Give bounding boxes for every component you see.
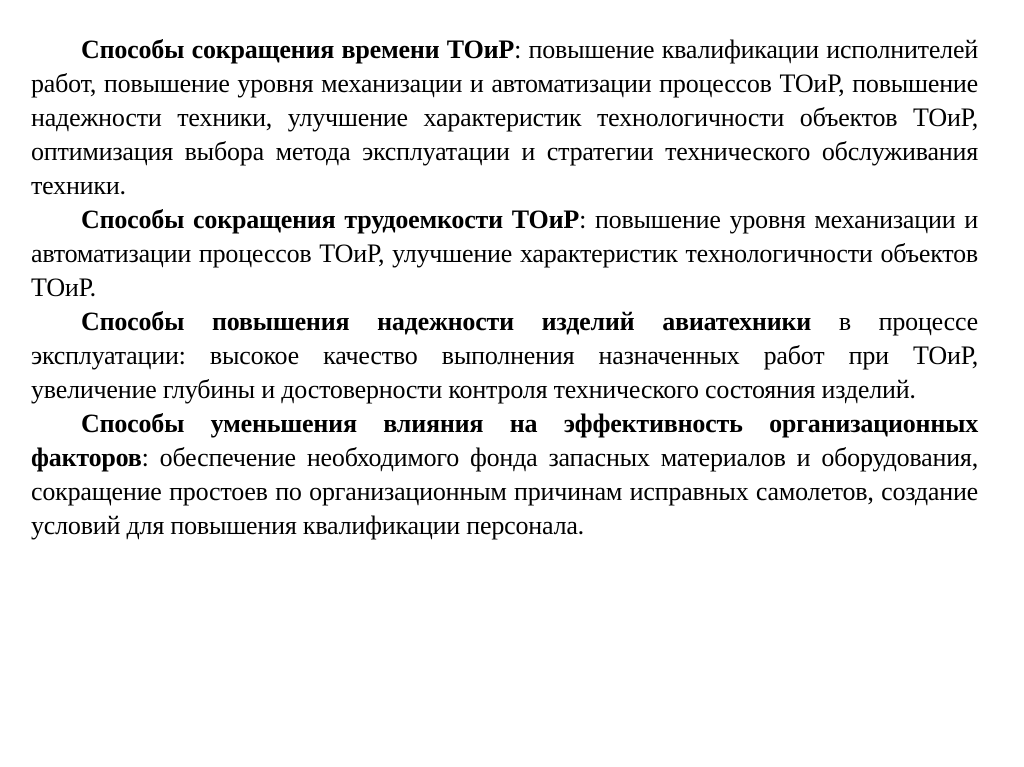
paragraph-lead: Способы сокращения трудоемкости ТОиР	[81, 205, 580, 234]
paragraph-lead: Способы повышения надежности изделий авиатехники	[81, 307, 812, 336]
paragraph-organizational-factors	[31, 407, 978, 543]
paragraph-lead: Способы уменьшения влияния на эффективность организационных факторов	[31, 409, 978, 472]
paragraph-body: : повышение уровня механизации и автоматизации процессов ТОиР, улучшение характеристик технологичности объектов ТОиР.	[31, 205, 978, 302]
paragraph-lead: Способы сокращения времени ТОиР	[81, 35, 515, 64]
paragraph-reduce-labor	[31, 203, 978, 305]
paragraph-body: в процессе эксплуатации: высокое качество выполнения назначенных работ при ТОиР, увеличение глубины и достоверности контроля технического состояния изделий.	[31, 307, 978, 404]
paragraph-body: : повышение квалификации исполнителей работ, повышение уровня механизации и автоматизации процессов ТОиР, повышение надежности техники, улучшение характеристик технологичности объектов ТОиР, оптимизация выбора метода эксплуатации и стратегии технического обслуживания техники.	[31, 35, 978, 200]
paragraph-body: : обеспечение необходимого фонда запасных материалов и оборудования, сокращение простоев по организационным причинам исправных самолетов, создание условий для повышения квалификации персонала.	[31, 443, 978, 540]
paragraph-reduce-time	[31, 33, 978, 203]
slide-content	[31, 33, 978, 733]
paragraph-increase-reliability	[31, 305, 978, 407]
